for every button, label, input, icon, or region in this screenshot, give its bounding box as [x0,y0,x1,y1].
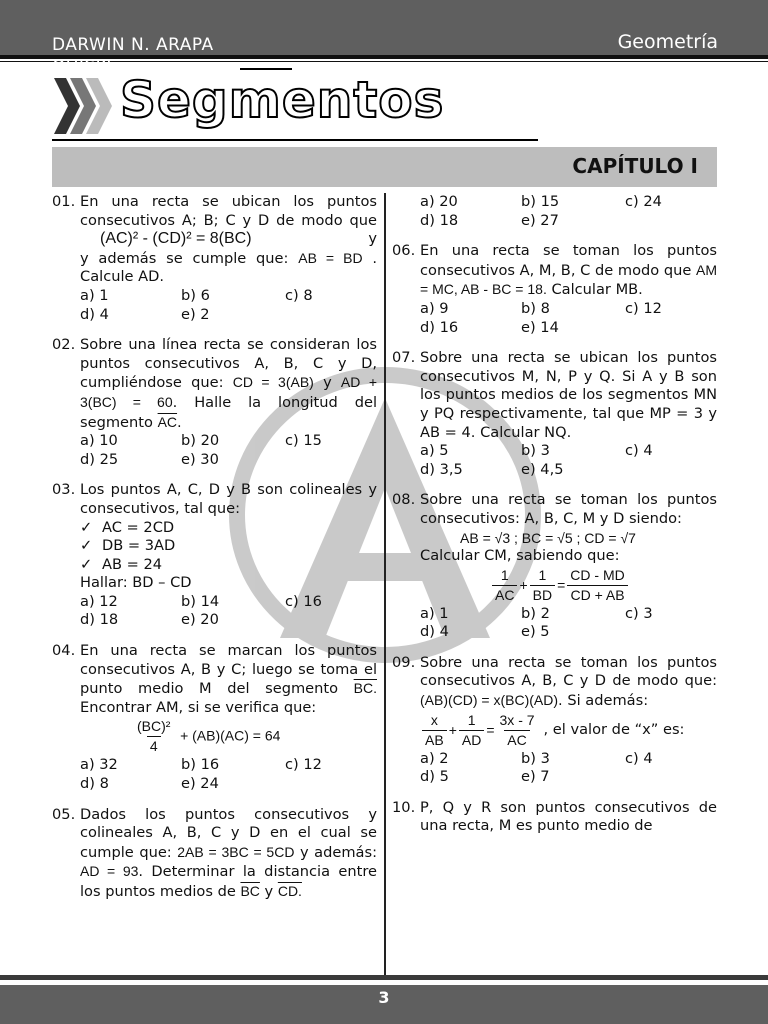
segment-label: BC. [353,680,377,697]
fraction-equation: $\frac{x}{AB}$ + $\frac{1}{AD}$ = $\frac{3x - 7}{AC}$ , el valor de “x” es: [420,711,717,750]
option: d) 18 [420,211,459,229]
question-text: . Determinar la distancia entre los puntos medios de [80,863,377,900]
left-column [52,193,377,902]
option: a) 1 [80,286,109,304]
question-number: 04. [52,642,76,660]
option: d) 4 [420,623,449,641]
option: a) 1 [420,604,449,622]
option: c) 12 [625,299,662,317]
answer-options [80,432,377,469]
equation: 2AB = 3BC = 5CD [177,843,295,860]
option: a) 32 [80,756,118,774]
option: b) 6 [181,286,210,304]
option: d) 18 [80,611,119,629]
option: d) 4 [80,305,109,323]
option: c) 16 [285,592,322,610]
segment-label: $\overline{BC}$ [240,883,260,899]
option: a) 5 [420,442,449,460]
check-item: ✓ DB = 3AD [80,537,176,555]
option: e) 4,5 [521,460,564,478]
question-04 [52,642,377,794]
option: b) 16 [181,756,220,774]
option: c) 3 [625,604,653,622]
option: c) 15 [285,432,322,450]
equation: AM = MC, AB - BC = 18. [420,261,717,298]
page-number: 3 [378,988,390,1007]
check-item: ✓ AB = 24 [80,555,163,573]
check-icon: ✓ [80,555,93,573]
option: e) 20 [181,611,219,629]
question-number: 02. [52,336,76,354]
question-text: En una recta se ubican los puntos consecutivos A; B; C y D de modo que [80,193,377,229]
option: b) 20 [181,432,220,450]
answer-options-q05 [420,193,717,230]
option: e) 7 [521,768,550,786]
option: c) 12 [285,756,322,774]
question-08 [392,491,717,642]
question-number: 07. [392,349,416,367]
column-divider [384,193,386,976]
equation: AD + 3(BC) = 60 [80,374,378,410]
question-text: y [323,374,332,392]
option: d) 3,5 [420,460,463,478]
equation: CD = 3(AB) [232,374,314,391]
question-text: En una recta se marcan los puntos consecutivos A, B y C; luego se toma el punto medio M del segmento [80,642,377,698]
option: a) 2 [420,749,449,767]
question-number: 09. [392,653,416,671]
option: c) 4 [625,749,653,767]
question-text: y además se cumple que: [80,249,289,267]
question-text: Calcular MB. [551,281,643,299]
option: e) 2 [181,305,210,323]
check-icon: ✓ [80,518,93,536]
question-text: Sobre una recta se toman los puntos consecutivos A, B, C y D de modo que: [420,653,717,690]
question-01: 01. En una recta se ubican los puntos consecutivos A; B; C y D de modo que (AC)² - (CD)² = 8(BC) y y además se cumple que: AB = BD . Calcule AD. a) 1 b) 6 c) 8 d) 4 e) 2 [52,193,378,323]
title-rule [52,139,538,141]
option: d) 25 [80,450,119,468]
answer-options [420,750,717,787]
option: b) 3 [521,749,550,767]
segment-label: $\overline{AC}$ [157,413,178,430]
equation: AD = 93 [80,863,139,880]
question-text: y además: [299,843,377,861]
question-06 [392,242,717,337]
option: d) 8 [80,775,109,793]
subject-label: Geometría [617,31,718,53]
answer-options [80,593,377,630]
option: e) 27 [521,211,559,229]
question-10 [392,799,717,836]
option: d) 5 [420,768,449,786]
option: a) 10 [80,432,118,450]
option: e) 5 [521,623,550,641]
question-number: 08. [392,491,416,509]
option: c) 24 [625,193,662,210]
question-text: Dados los puntos consecutivos y colineales A, B, C y D en el cual se cumple que: [80,805,377,861]
option: c) 8 [285,286,313,304]
question-07 [392,349,717,479]
equation: AB = BD [298,249,363,266]
option: b) 8 [521,299,550,317]
question-text: Calcular CM, sabiendo que: [420,547,620,565]
question-text: . Halle la longitud del segmento [80,393,378,431]
option: e) 14 [521,318,559,336]
right-column [392,193,717,836]
answer-options [420,605,717,642]
question-text: Encontrar AM, si se verifica que: [80,698,317,716]
equation: (AB)(CD) = x(BC)(AD) [420,692,559,709]
author-name: DARWIN N. ARAPA QUISPE [52,35,214,77]
question-text: . [177,413,182,431]
equation: AB = √3 ; BC = √5 ; CD = √7 [460,529,636,546]
question-09 [392,654,717,787]
question-number: 01. [52,193,76,210]
option: d) 16 [420,318,459,336]
page-title: Segmentos [120,71,445,129]
question-text: , el valor de “x” es: [543,720,685,738]
equation: $\frac{\text{(BC)²}}{4}$ + (AB)(AC) = 64 [137,718,281,755]
question-text: Sobre una recta se ubican los puntos consecutivos M, N, P y Q. Si A y B son los puntos medios de los segmentos MN y PQ respectivamente, tal que MP = 3 y AB = 4. Calcular NQ. [420,349,717,441]
question-text: Los puntos A, C, D y B son colineales y consecutivos, tal que: [80,481,377,517]
option: e) 24 [181,775,219,793]
answer-options [420,442,717,479]
option: e) 30 [181,450,219,468]
question-number: 05. [52,805,76,823]
chevrons-icon [54,78,114,134]
answer-options [80,287,377,324]
question-02 [52,336,377,469]
answer-options [420,300,717,337]
question-03 [52,481,377,630]
check-icon: ✓ [80,537,93,555]
question-text: . Si además: [558,692,649,710]
check-item: ✓ AC = 2CD [80,518,175,536]
answer-options [80,756,377,793]
question-text: . Calcule AD. [80,249,378,286]
segment-label: CD. [277,883,302,899]
question-text: P, Q y R son puntos consecutivos de una recta, M es punto medio de [420,798,717,835]
option: a) 12 [80,592,118,610]
option: c) 4 [625,442,653,460]
chapter-title: CAPÍTULO I [572,154,698,178]
equation: (AC)² - (CD)² = 8(BC) [100,230,252,248]
footer-rule [0,975,768,980]
question-number: 06. [392,242,416,260]
question-text: Sobre una línea recta se consideran los puntos consecutivos A, B, C y D, cumpliéndose que: [80,336,377,392]
question-05: 05. Dados los puntos consecutivos y colineales A, B, C y D en el cual se cumple que: 2AB = 3BC = 5CD y además: AD = 93. Determinar la distancia entre los puntos medios de $\overline{BC}$ y CD. [52,805,377,900]
question-number: 10. [392,798,416,816]
question-number: 03. [52,481,76,499]
option: b) 15 [521,193,560,210]
option: b) 3 [521,442,550,460]
option: b) 2 [521,604,550,622]
fraction-equation: $\frac{1}{AC}$ + $\frac{1}{BD}$ = $\frac{CD - MD}{CD + AB}$ [490,566,717,605]
option: a) 20 [420,193,458,210]
option: a) 9 [420,299,449,317]
question-text: Sobre una recta se toman los puntos consecutivos: A, B, C, M y D siendo: [420,491,717,527]
option: b) 14 [181,592,220,610]
question-text: En una recta se toman los puntos consecutivos A, M, B, C de modo que [420,242,717,279]
question-text: Hallar: BD – CD [80,574,192,592]
